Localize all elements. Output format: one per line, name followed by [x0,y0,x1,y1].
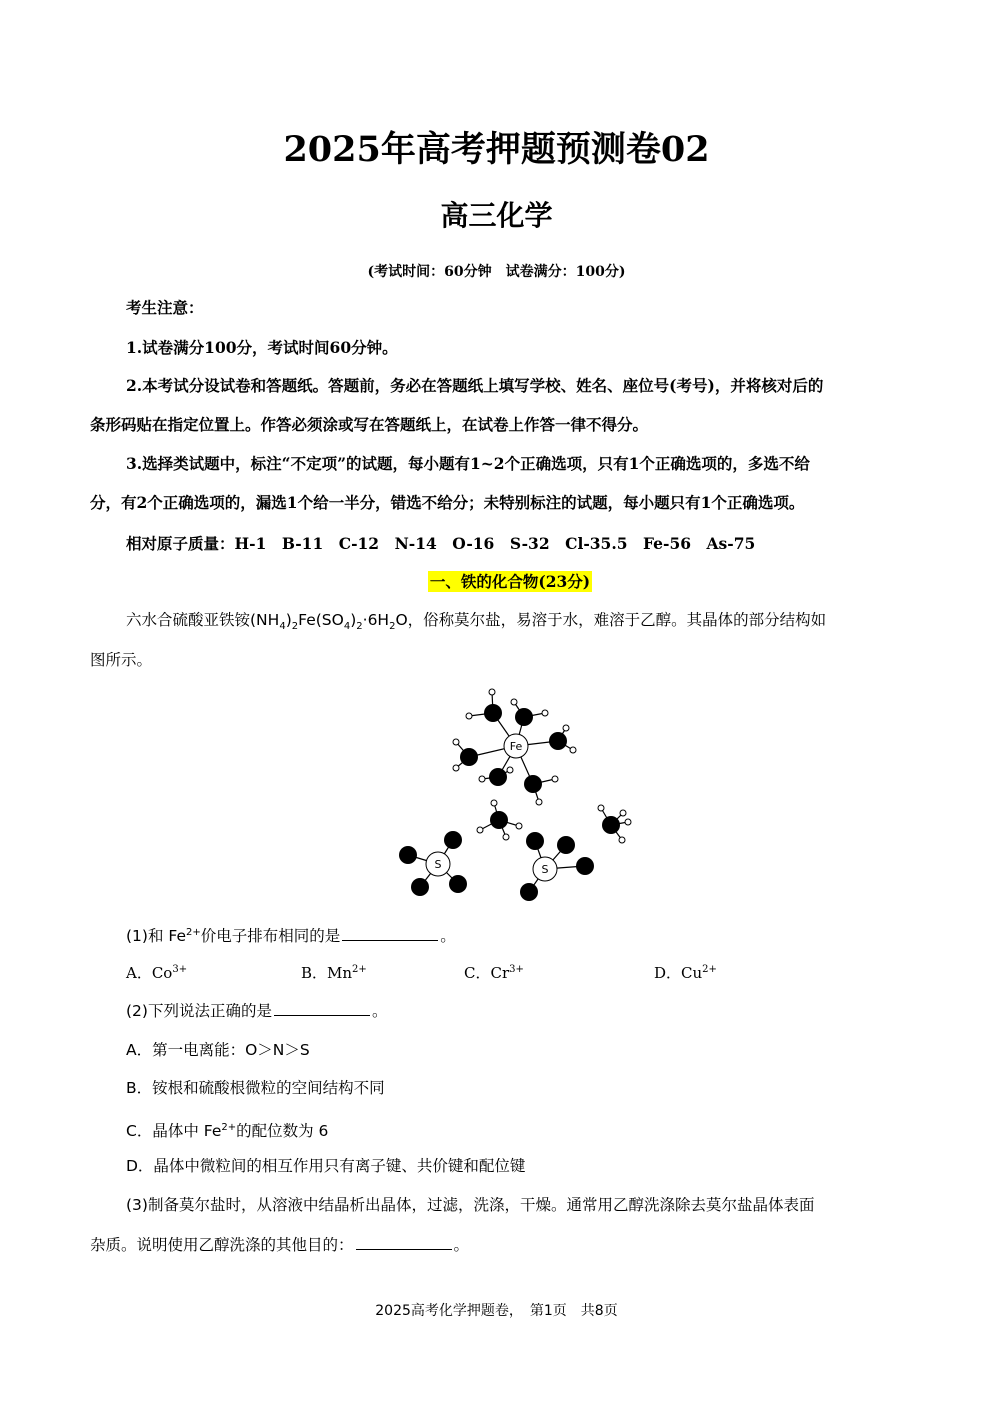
intro-text-a: 六水合硫酸亚铁铵(NH [126,611,280,629]
q1-option-d-sup: 2+ [702,964,717,975]
q1-option-a-label: A．Co [126,964,173,982]
s-label-1: S [434,858,442,871]
notice-item-2-line-1: 2.本考试分设试卷和答题纸。答题前，务必在答题纸上填写学校、姓名、座位号(考号)，并将核对后的 [126,376,824,395]
intro-text-d: ) [350,611,357,629]
q3-end: 。 [453,1236,470,1254]
q3-line-2 [90,1235,905,1255]
section-intro-line-1 [126,610,941,637]
q2-stem [126,1001,941,1021]
q2-option-c[interactable] [126,1118,941,1141]
intro-text-b: ) [285,611,292,629]
crystal-structure-figure [390,680,650,910]
q1-answer-blank[interactable] [342,926,438,941]
intro-text-f: O，俗称莫尔盐，易溶于水，难溶于乙醇。其晶体的部分结构如 [395,611,827,629]
atomic-masses: 相对原子质量：H-1 B-11 C-12 N-14 O-16 S-32 Cl-35.5 Fe-56 As-75 [126,534,756,553]
q3-line-2-text: 杂质。说明使用乙醇洗涤的其他目的： [90,1236,354,1254]
intro-sub-2c: 2 [389,621,396,633]
q1-option-c[interactable] [464,962,524,983]
intro-sub-4b: 4 [343,621,351,633]
s-label-2: S [541,863,549,876]
notice-item-2-line-2: 条形码贴在指定位置上。作答必须涂或写在答题纸上，在试卷上作答一律不得分。 [90,415,649,434]
q2-stem-text: (2)下列说法正确的是 [126,1002,272,1020]
q1-stem-end: 。 [440,927,456,946]
q1-option-d[interactable] [654,962,717,983]
q3-line-1: (3)制备莫尔盐时，从溶液中结晶析出晶体，过滤，洗涤，干燥。通常用乙醇洗涤除去莫尔盐晶体表面 [126,1196,815,1214]
q1-stem [126,923,941,946]
notice-item-1: 1.试卷满分100分，考试时间60分钟。 [126,338,398,357]
q1-option-c-label: C．Cr [464,964,510,982]
notice-item-3-line-2: 分，有2个正确选项的，漏选1个给一半分，错选不给分；未特别标注的试题，每小题只有1个正确选项。 [90,493,805,512]
section-heading [0,570,993,592]
q2-stem-end: 。 [371,1002,388,1020]
section-intro-line-2: 图所示。 [90,651,153,669]
page-subtitle: 高三化学 [440,199,553,232]
q1-option-b-label: B．Mn [301,964,353,982]
q1-option-a[interactable] [126,962,187,983]
page-title: 2025年高考押题预测卷02 [283,129,710,170]
q3-answer-blank[interactable] [356,1235,452,1250]
q1-option-b-sup: 2+ [352,964,367,975]
q2-option-b[interactable]: B．铵根和硫酸根微粒的空间结构不同 [126,1079,385,1097]
intro-sub-2a: 2 [291,621,299,633]
q2-option-c-a: C．晶体中 Fe [126,1122,222,1141]
q1-option-b[interactable] [301,962,367,983]
intro-text-c: Fe(SO [298,611,344,629]
fe-label: Fe [509,740,523,753]
intro-sub-2b: 2 [356,621,363,633]
q1-option-d-label: D．Cu [654,964,703,982]
notice-item-3-line-1: 3.选择类试题中，标注“不定项”的试题，每小题有1~2个正确选项，只有1个正确选项的，多选不给 [126,454,810,473]
q1-option-c-sup: 3+ [509,964,524,975]
exam-info: (考试时间：60分钟 试卷满分：100分) [367,264,626,280]
q2-option-a[interactable]: A．第一电离能：O＞N＞S [126,1041,310,1059]
q1-option-a-sup: 3+ [172,964,188,975]
q1-stem-a: (1)和 Fe [126,927,186,946]
q1-stem-b: 价电子排布相同的是 [200,927,341,946]
intro-text-e: ·6H [362,611,390,629]
intro-sub-4: 4 [279,621,286,633]
q1-stem-sup: 2+ [186,927,201,938]
notice-heading: 考生注意： [126,298,204,317]
q2-answer-blank[interactable] [274,1001,370,1016]
page-footer: 2025高考化学押题卷， 第1页 共8页 [375,1303,618,1319]
q2-option-c-sup: 2+ [221,1122,237,1133]
section-heading-text: 一、铁的化合物(23分) [429,572,591,591]
q2-option-c-b: 的配位数为 6 [236,1122,329,1141]
q2-option-d[interactable]: D．晶体中微粒间的相互作用只有离子键、共价键和配位键 [126,1157,526,1175]
